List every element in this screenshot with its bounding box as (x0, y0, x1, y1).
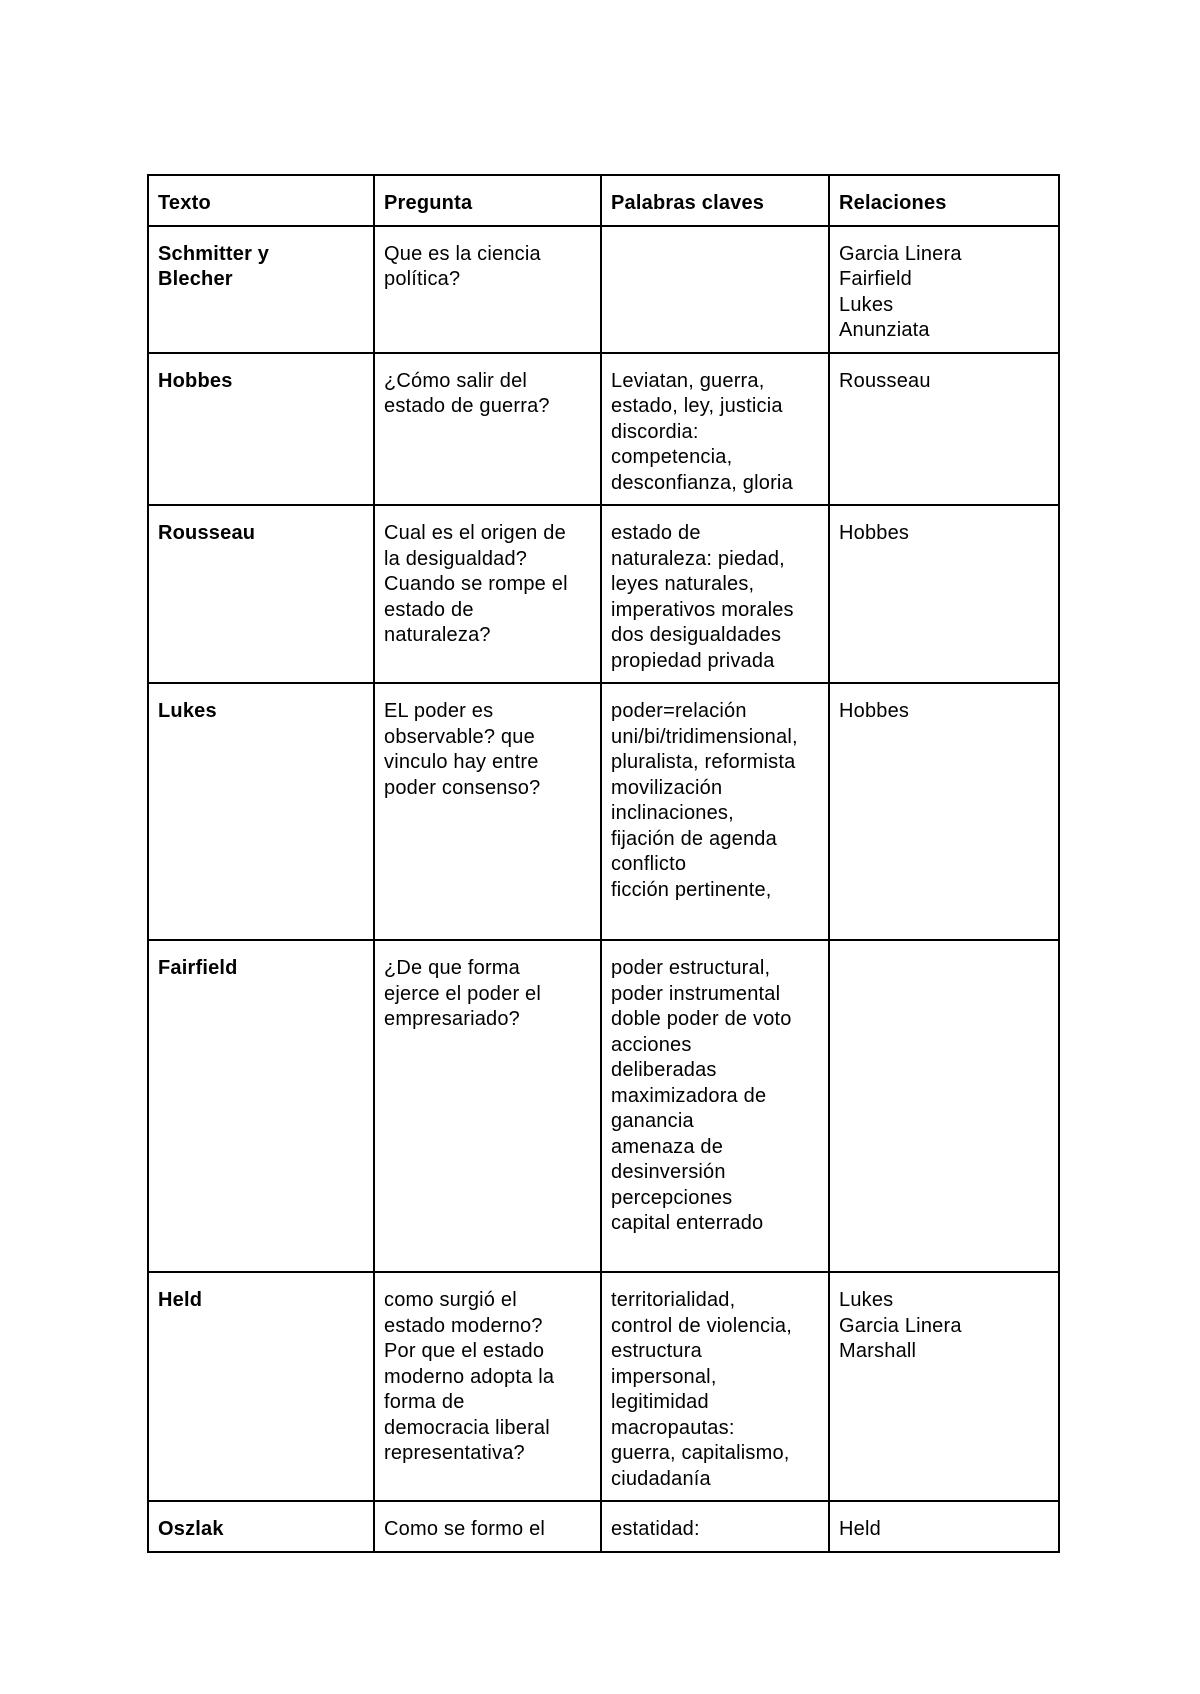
cell-texto: Rousseau (148, 505, 374, 683)
cell-texto: Oszlak (148, 1501, 374, 1552)
cell-pregunta: como surgió el estado moderno? Por que el estado moderno adopta la forma de democracia liberal representativa? (374, 1272, 601, 1501)
table-row (148, 505, 1059, 683)
cell-texto: Held (148, 1272, 374, 1501)
cell-palabras (601, 226, 829, 353)
cell-pregunta: ¿De que forma ejerce el poder el empresariado? (374, 940, 601, 1272)
cell-palabras: estado de naturaleza: piedad, leyes naturales, imperativos morales dos desigualdades propiedad privada (601, 505, 829, 683)
cell-palabras: estatidad: (601, 1501, 829, 1552)
cell-pregunta: Como se formo el (374, 1501, 601, 1552)
table-row (148, 353, 1059, 506)
header-relaciones: Relaciones (829, 175, 1059, 226)
cell-palabras: poder estructural, poder instrumental doble poder de voto acciones deliberadas maximizadora de ganancia amenaza de desinversión percepciones capital enterrado (601, 940, 829, 1272)
cell-relaciones: Garcia Linera Fairfield Lukes Anunziata (829, 226, 1059, 353)
header-texto: Texto (148, 175, 374, 226)
table-row (148, 683, 1059, 940)
header-pregunta: Pregunta (374, 175, 601, 226)
cell-palabras: territorialidad, control de violencia, estructura impersonal, legitimidad macropautas: guerra, capitalismo, ciudadanía (601, 1272, 829, 1501)
cell-relaciones: Rousseau (829, 353, 1059, 506)
table-row (148, 226, 1059, 353)
cell-palabras: poder=relación uni/bi/tridimensional, pluralista, reformista movilización inclinaciones, fijación de agenda conflicto ficción pertinente, (601, 683, 829, 940)
cell-pregunta: ¿Cómo salir del estado de guerra? (374, 353, 601, 506)
cell-pregunta: EL poder es observable? que vinculo hay entre poder consenso? (374, 683, 601, 940)
cell-relaciones: Hobbes (829, 683, 1059, 940)
header-palabras-claves: Palabras claves (601, 175, 829, 226)
notes-table (147, 174, 1060, 1553)
cell-pregunta: Que es la ciencia política? (374, 226, 601, 353)
cell-texto: Schmitter y Blecher (148, 226, 374, 353)
cell-relaciones: Hobbes (829, 505, 1059, 683)
cell-relaciones: Lukes Garcia Linera Marshall (829, 1272, 1059, 1501)
cell-texto: Fairfield (148, 940, 374, 1272)
table-row (148, 1272, 1059, 1501)
cell-relaciones: Held (829, 1501, 1059, 1552)
cell-relaciones (829, 940, 1059, 1272)
table-header-row (148, 175, 1059, 226)
cell-pregunta: Cual es el origen de la desigualdad? Cuando se rompe el estado de naturaleza? (374, 505, 601, 683)
cell-texto: Hobbes (148, 353, 374, 506)
table-row (148, 940, 1059, 1272)
cell-texto: Lukes (148, 683, 374, 940)
table-row (148, 1501, 1059, 1552)
cell-palabras: Leviatan, guerra, estado, ley, justicia discordia: competencia, desconfianza, gloria (601, 353, 829, 506)
